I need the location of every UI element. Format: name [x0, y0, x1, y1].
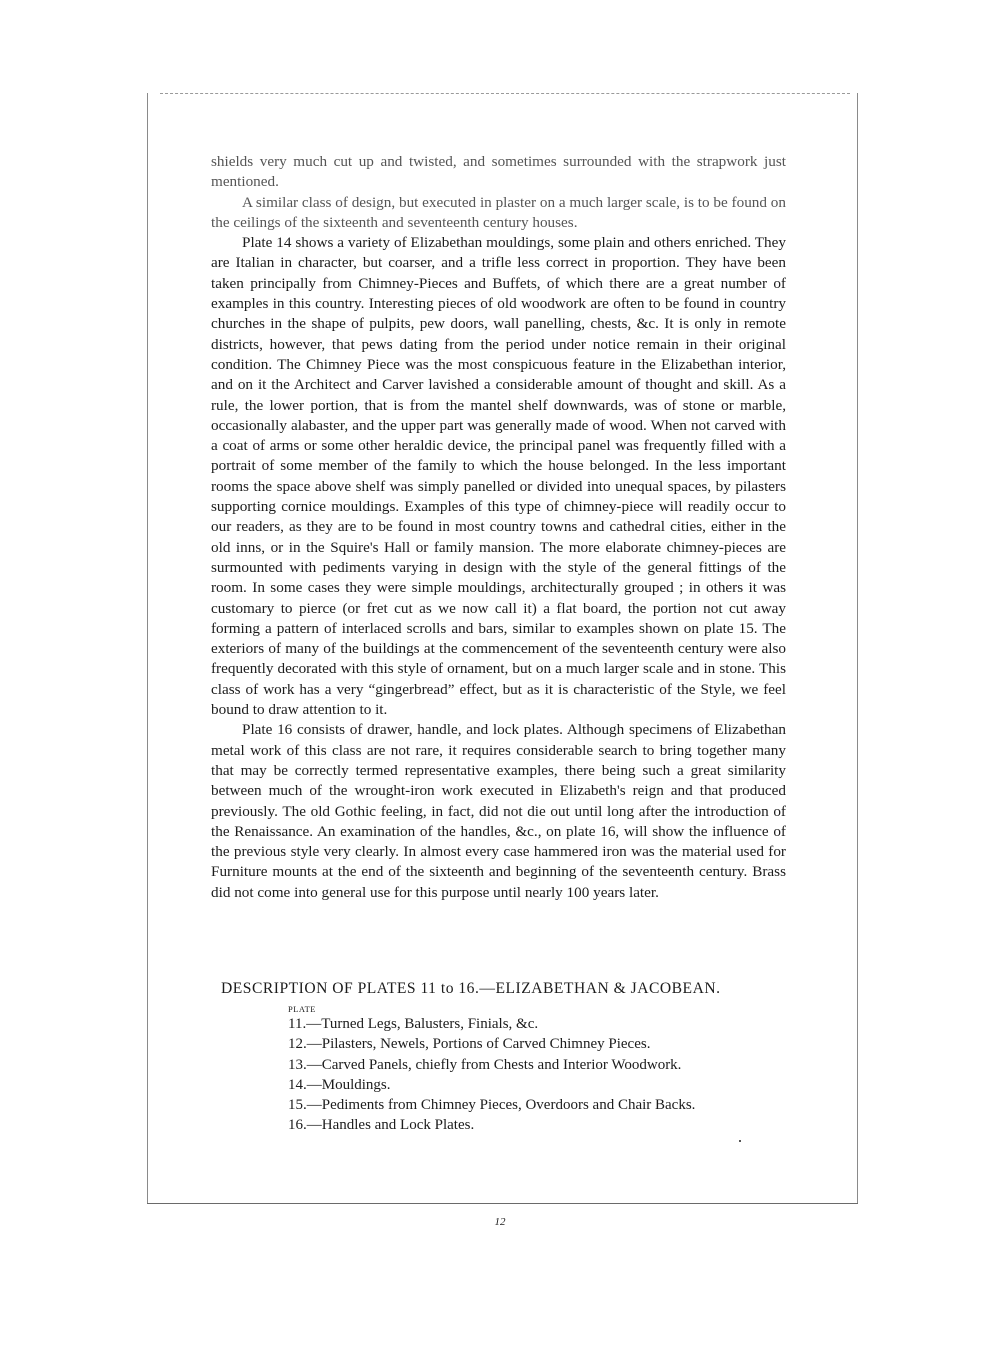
plate-list-item: 12.—Pilasters, Newels, Portions of Carved Chimney Pieces. [288, 1036, 651, 1053]
plate-list-item: 13.—Carved Panels, chiefly from Chests and Interior Woodwork. [288, 1056, 682, 1073]
frame-left-rule [147, 93, 148, 1203]
stray-mark [739, 1140, 741, 1142]
page-number: 12 [494, 1216, 506, 1228]
plate-list-item: 15.—Pediments from Chimney Pieces, Overdoors and Chair Backs. [288, 1097, 696, 1114]
plate-list-item: 16.—Handles and Lock Plates. [288, 1117, 475, 1134]
plate-list-item: 14.—Mouldings. [288, 1076, 391, 1093]
frame-top-rule [160, 93, 850, 94]
frame-bottom-rule [147, 1203, 858, 1204]
description-heading: DESCRIPTION OF PLATES 11 to 16.—ELIZABETHAN & JACOBEAN. [221, 980, 721, 997]
paragraph-continued: shields very much cut up and twisted, and sometimes surrounded with the strapwork just mentioned. [211, 153, 786, 191]
body-text [211, 152, 786, 903]
paragraph-plate-14: Plate 14 shows a variety of Elizabethan mouldings, some plain and others enriched. They are Italian in character, but coarser, and a trifle less correct in proportion. They have been taken principally from Chimney-Pieces and Buffets, of which there are a great number of examples in this country. Interesting pieces of old woodwork are often to be found in country churches in the shape of pulpits, pew doors, wall panelling, chests, &c. It is only in remote districts, however, that pews dating from the period under notice remain in their original condition. The Chimney Piece was the most conspicuous feature in the Elizabethan interior, and on it the Architect and Carver lavished a considerable amount of thought and skill. As a rule, the lower portion, that is from the mantel shelf downwards, was of stone or marble, occasionally alabaster, and the upper part was generally made of wood. When not carved with a coat of arms or some other heraldic device, the principal panel was frequently filled with a portrait of some member of the family to which the house belonged. In the less important rooms the space above shelf was simply panelled or divided into unequal spaces, by pilasters supporting cornice mouldings. Examples of this type of chimney-piece will readily occur to our readers, as they are to be found in most country towns and cathedral cities, either in the old inns, or in the Squire's Hall or family mansion. The more elaborate chimney-pieces are surmounted with pediments varying in design with the style of the general fittings of the room. In some cases they were simple mouldings, architecturally grouped ; in others it was customary to pierce (or fret cut as we now call it) a flat board, the portion not cut away forming a pattern of interlaced scrolls and bars, similar to examples shown on plate 15. The exteriors of many of the buildings at the commencement of the seventeenth century were also frequently decorated with this style of ornament, but on a much larger scale and in stone. This class of work has a very “gingerbread” effect, but as it is characteristic of the Style, we feel bound to draw attention to it. [211, 234, 786, 719]
plate-list [288, 1014, 788, 1136]
paragraph-plaster-ceilings: A similar class of design, but executed in plaster on a much larger scale, is to be found on the ceilings of the sixteenth and seventeenth century houses. [211, 193, 786, 231]
plate-column-label: PLATE [288, 1004, 316, 1014]
frame-right-rule [857, 93, 858, 1203]
plate-list-item: 11.—Turned Legs, Balusters, Finials, &c. [288, 1016, 539, 1032]
paragraph-plate-16: Plate 16 consists of drawer, handle, and lock plates. Although specimens of Elizabethan metal work of this class are not rare, it requires considerable search to bring together many that may be correctly termed representative examples, there being such a great similarity between much of the wrought-iron work executed in Elizabeth's reign and that produced previously. The old Gothic feeling, in fact, did not die out until long after the introduction of the Renaissance. An examination of the handles, &c., on plate 16, will show the influence of the previous style very clearly. In almost every case hammered iron was the material used for Furniture mounts at the end of the sixteenth and beginning of the seventeenth century. Brass did not come into general use for this purpose until nearly 100 years later. [211, 721, 786, 901]
